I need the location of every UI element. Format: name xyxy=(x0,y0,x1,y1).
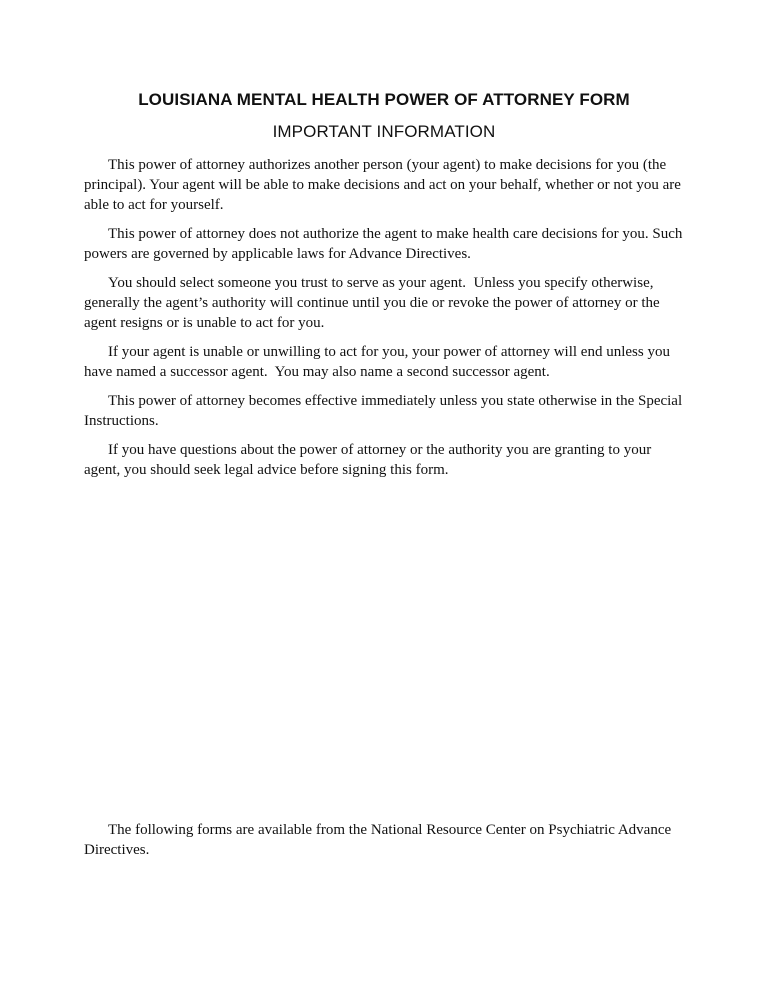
paragraph-legal-advice: If you have questions about the power of attorney or the authority you are granting to your agent, you should seek legal advice before signing this form. xyxy=(84,442,655,478)
paragraph-agent-selection: You should select someone you trust to serve as your agent. Unless you specify otherwise, generally the agent’s authority will continue until you die or revoke the power of attorney or the agent resigns or is unable to act for you. xyxy=(84,275,664,331)
paragraph-agent-authorization: This power of attorney authorizes another person (your agent) to make decisions for you (the principal). Your agent will be able to make decisions and act on your behalf, whether or not you are able to act for yourself. xyxy=(84,157,685,213)
paragraph-effective-immediately: This power of attorney becomes effective immediately unless you state otherwise in the Special Instructions. xyxy=(84,393,686,429)
paragraph-available-forms: The following forms are available from the National Resource Center on Psychiatric Advance Directives. xyxy=(84,822,675,858)
document-content xyxy=(84,0,687,869)
document-subtitle: IMPORTANT INFORMATION xyxy=(272,122,496,141)
paragraph-successor-agent: If your agent is unable or unwilling to act for you, your power of attorney will end unless you have named a successor agent. You may also name a second successor agent. xyxy=(84,344,674,380)
document-title: LOUISIANA MENTAL HEALTH POWER OF ATTORNEY FORM xyxy=(138,90,630,109)
paragraph-healthcare-exclusion: This power of attorney does not authorize the agent to make health care decisions for you. Such powers are governed by applicable laws for Advance Directives. xyxy=(84,226,687,262)
